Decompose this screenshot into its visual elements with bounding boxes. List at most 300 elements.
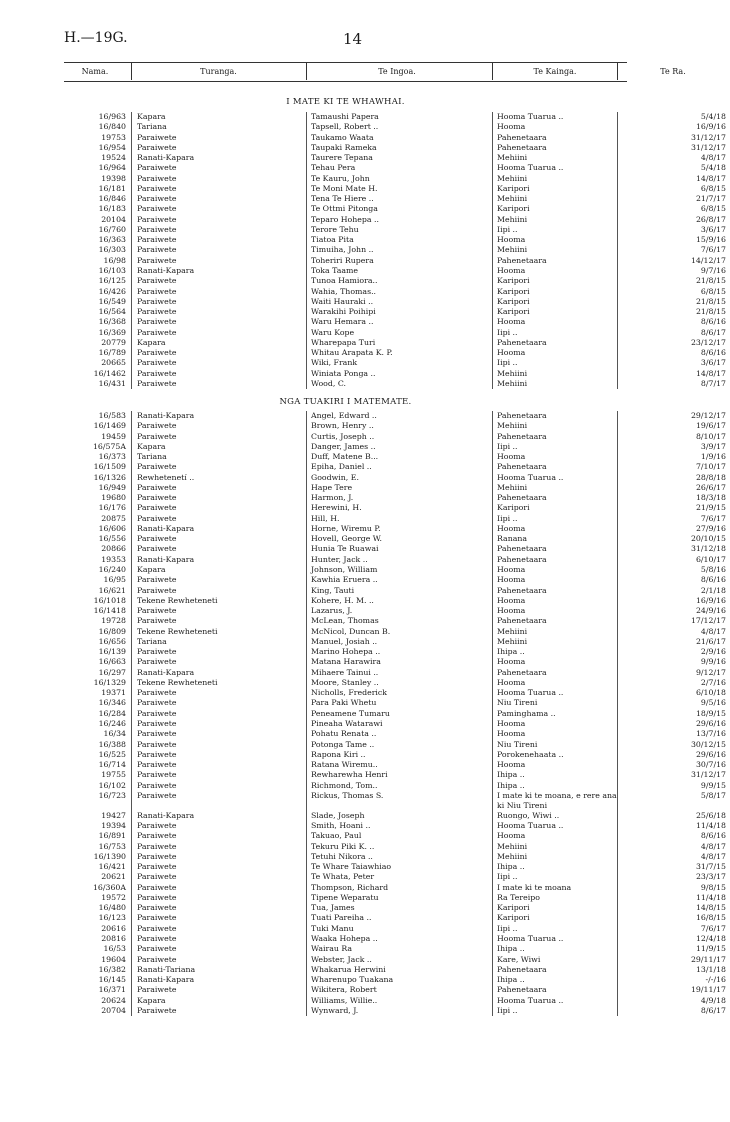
table-row	[64, 882, 726, 893]
table-row	[64, 411, 726, 421]
cell-te-ingoa: Te Whata, Peter	[306, 872, 489, 882]
table-row	[64, 872, 726, 882]
table-row	[64, 585, 726, 596]
cell-turanga: Tariana	[131, 452, 307, 462]
cell-turanga: Tekene Rewheteneti	[131, 627, 307, 637]
cell-turanga: Paraiwete	[131, 348, 307, 358]
cell-nama: 16/963	[98, 112, 126, 121]
table-row	[64, 636, 726, 647]
cell-nama: 16/1418	[93, 606, 126, 616]
table-row	[64, 770, 726, 780]
cell-te-kainga: Ihipa ..	[492, 647, 619, 657]
cell-te-ingoa: Duff, Matene B...	[306, 452, 489, 462]
cell-te-ingoa: King, Tauti	[306, 586, 489, 596]
table-row	[64, 421, 726, 431]
cell-te-ra: 2/7/16	[617, 678, 730, 688]
table-row	[64, 790, 726, 811]
cell-te-ingoa: Rickus, Thomas S.	[306, 791, 489, 811]
cell-te-kainga: Pahenetaara	[492, 133, 619, 143]
cell-nama: 16/575A	[92, 441, 126, 451]
cell-nama: 19353	[101, 554, 126, 564]
cell-te-kainga: Mehiini	[492, 421, 619, 431]
cell-nama: 16/549	[98, 296, 126, 306]
cell-nama: 20704	[101, 1005, 126, 1015]
column-divider	[492, 62, 493, 80]
table-row	[64, 327, 726, 338]
cell-turanga: Paraiwete	[131, 842, 307, 852]
cell-te-ra: 21/9/15	[617, 503, 730, 513]
cell-te-ingoa: Pineaha Watarawi	[306, 719, 489, 729]
cell-te-ra: 16/9/16	[617, 122, 730, 132]
cell-te-ra: 2/9/16	[617, 647, 730, 657]
cell-te-kainga: Kare, Wiwi	[492, 955, 619, 965]
cell-te-ingoa: Hape Tere	[306, 483, 489, 493]
cell-turanga: Ranati-Kapara	[131, 411, 307, 421]
cell-te-ra: 1/9/16	[617, 452, 730, 462]
cell-te-ra: 7/10/17	[617, 462, 730, 472]
cell-nama: 16/123	[98, 913, 126, 923]
cell-te-kainga: Ihipa ..	[492, 975, 619, 985]
cell-te-ingoa: Taukamo Waata	[306, 133, 489, 143]
cell-te-ingoa: Timuiha, John ..	[306, 245, 489, 255]
cell-nama: 16/954	[98, 142, 126, 152]
table-row	[64, 821, 726, 831]
cell-turanga: Paraiwete	[131, 729, 307, 739]
cell-te-ra: 5/4/18	[617, 163, 730, 173]
cell-te-kainga: Hooma	[492, 266, 619, 276]
cell-turanga: Paraiwete	[131, 913, 307, 923]
col-nama: Nama.	[81, 67, 109, 76]
cell-te-ingoa: Angel, Edward ..	[306, 411, 489, 421]
table-row	[64, 276, 726, 286]
cell-te-kainga: Mehiini	[492, 245, 619, 255]
cell-te-ra: 23/3/17	[617, 872, 730, 882]
cell-te-ingoa: Takuao, Paul	[306, 831, 489, 841]
cell-te-ingoa: Taupaki Rameka	[306, 143, 489, 153]
cell-te-kainga: Pahenetaara	[492, 256, 619, 266]
cell-te-kainga: Hooma Tuarua ..	[492, 821, 619, 831]
cell-te-ra: 8/6/16	[617, 317, 730, 327]
table-row	[64, 204, 726, 214]
cell-te-ingoa: Slade, Joseph	[306, 811, 489, 821]
cell-te-ra: 23/12/17	[617, 338, 730, 348]
cell-te-ingoa: Danger, James ..	[306, 442, 489, 452]
cell-te-ra: 7/6/17	[617, 514, 730, 524]
cell-turanga: Ranati-Kapara	[131, 153, 307, 163]
cell-te-kainga: Hooma	[492, 678, 619, 688]
cell-nama: 16/297	[98, 667, 126, 677]
table-row	[64, 698, 726, 708]
cell-te-ra: 30/7/16	[617, 760, 730, 770]
cell-turanga: Paraiwete	[131, 369, 307, 379]
cell-nama: 16/139	[98, 647, 126, 657]
cell-turanga: Paraiwete	[131, 657, 307, 667]
cell-te-ingoa: Waru Kope	[306, 328, 489, 338]
cell-te-kainga: Hooma	[492, 122, 619, 132]
cell-nama: 16/421	[98, 862, 126, 872]
cell-te-kainga: Ruongo, Wiwi ..	[492, 811, 619, 821]
cell-nama: 16/246	[98, 718, 126, 728]
cell-turanga: Paraiwete	[131, 379, 307, 389]
cell-te-kainga: Niu Tireni	[492, 740, 619, 750]
cell-turanga: Kapara	[131, 565, 307, 575]
cell-nama: 16/34	[103, 729, 126, 739]
cell-te-ingoa: Para Paki Whetu	[306, 698, 489, 708]
cell-nama: 16/556	[98, 534, 126, 544]
cell-te-ra: 21/6/17	[617, 637, 730, 647]
cell-turanga: Paraiwete	[131, 287, 307, 297]
table-row	[64, 513, 726, 524]
cell-te-ra: 4/9/18	[617, 996, 730, 1006]
cell-nama: 16/240	[98, 564, 126, 574]
cell-turanga: Paraiwete	[131, 770, 307, 780]
cell-nama: 19680	[101, 493, 126, 503]
table-row	[64, 831, 726, 841]
cell-te-ingoa: Toka Taame	[306, 266, 489, 276]
cell-te-ra: 16/8/15	[617, 913, 730, 923]
cell-te-ingoa: Tuki Manu	[306, 924, 489, 934]
cell-te-kainga: Hooma Tuarua ..	[492, 688, 619, 698]
cell-te-kainga: Hooma	[492, 729, 619, 739]
cell-nama: 19371	[101, 688, 126, 698]
cell-te-ingoa: Te Ottmi Pitonga	[306, 204, 489, 214]
cell-nama: 16/891	[98, 831, 126, 841]
cell-te-ingoa: Pohatu Renata ..	[306, 729, 489, 739]
cell-te-kainga: Karipori	[492, 287, 619, 297]
cell-te-ingoa: Tena Te Hiere ..	[306, 194, 489, 204]
table-row	[64, 964, 726, 975]
cell-te-ingoa: Warakihi Poihipi	[306, 307, 489, 317]
cell-te-ingoa: Kohere, H. M. ..	[306, 596, 489, 606]
table-row	[64, 575, 726, 585]
section-title-died: NGA TUAKIRI I MATEMATE.	[279, 397, 412, 407]
cell-turanga: Tariana	[131, 122, 307, 132]
cell-nama: 16/102	[98, 780, 126, 790]
cell-te-ra: 9/9/16	[617, 657, 730, 667]
cell-te-ingoa: Tekuru Piki K. ..	[306, 842, 489, 852]
table-row	[64, 431, 726, 442]
cell-turanga: Paraiwete	[131, 534, 307, 544]
cell-te-kainga: Hooma	[492, 760, 619, 770]
cell-te-ra: 9/5/16	[617, 698, 730, 708]
cell-te-ingoa: Te Kauru, John	[306, 174, 489, 184]
cell-turanga: Paraiwete	[131, 225, 307, 235]
table-row	[64, 985, 726, 995]
column-divider	[131, 62, 132, 80]
column-header-row	[64, 62, 686, 82]
cell-turanga: Paraiwete	[131, 432, 307, 442]
cell-te-kainga: Hooma	[492, 524, 619, 534]
cell-nama: 16/1018	[93, 595, 126, 605]
cell-nama: 16/382	[98, 964, 126, 974]
cell-te-kainga: Hooma	[492, 657, 619, 667]
cell-te-kainga: Pahenetaara	[492, 985, 619, 995]
cell-nama: 16/1469	[93, 421, 126, 431]
cell-nama: 16/964	[98, 163, 126, 173]
cell-nama: 16/846	[98, 194, 126, 204]
cell-turanga: Ranati-Tariana	[131, 965, 307, 975]
cell-te-ra: 6/8/15	[617, 204, 730, 214]
cell-te-ingoa: Kawhia Eruera ..	[306, 575, 489, 585]
cell-te-ra: 4/8/17	[617, 627, 730, 637]
cell-te-ra: 21/8/15	[617, 276, 730, 286]
section-title-killed: I MATE KI TE WHAWHAI.	[286, 97, 405, 107]
cell-te-ra: 31/12/17	[617, 143, 730, 153]
document-code: H.—19G.	[64, 30, 128, 46]
cell-turanga: Paraiwete	[131, 698, 307, 708]
cell-te-ra: -/-/16	[617, 975, 730, 985]
cell-te-ra: 16/9/16	[617, 596, 730, 606]
cell-turanga: Paraiwete	[131, 493, 307, 503]
table-row	[64, 523, 726, 534]
cell-te-kainga: Mehiini	[492, 627, 619, 637]
table-row	[64, 851, 726, 862]
table-row	[64, 235, 726, 245]
cell-nama: 16/95	[103, 575, 126, 585]
cell-te-ingoa: Tiatoa Pita	[306, 235, 489, 245]
table-row	[64, 934, 726, 944]
table-row	[64, 255, 726, 266]
cell-turanga: Paraiwete	[131, 955, 307, 965]
cell-te-ra: 19/11/17	[617, 985, 730, 995]
cell-turanga: Paraiwete	[131, 204, 307, 214]
table-row	[64, 708, 726, 719]
cell-turanga: Paraiwete	[131, 358, 307, 368]
cell-turanga: Paraiwete	[131, 544, 307, 554]
table-row	[64, 749, 726, 760]
cell-nama: 16/840	[98, 122, 126, 132]
cell-te-kainga: Hooma Tuarua ..	[492, 473, 619, 483]
cell-te-ingoa: Wairau Ra	[306, 944, 489, 954]
cell-nama: 20616	[101, 923, 126, 933]
cell-nama: 16/1326	[93, 472, 126, 482]
cell-te-ra: 9/12/17	[617, 668, 730, 678]
cell-nama: 16/426	[98, 286, 126, 296]
cell-te-kainga: Mehiini	[492, 194, 619, 204]
cell-te-ingoa: Johnson, William	[306, 565, 489, 575]
cell-te-kainga: Hooma	[492, 606, 619, 616]
cell-te-ra: 8/7/17	[617, 379, 730, 389]
table-row	[64, 214, 726, 225]
cell-nama: 16/368	[98, 317, 126, 327]
table-row	[64, 452, 726, 462]
cell-te-ingoa: Nicholls, Frederick	[306, 688, 489, 698]
cell-te-kainga: Mehiini	[492, 483, 619, 493]
cell-te-ingoa: Tunoa Hamiora..	[306, 276, 489, 286]
cell-te-ingoa: Wikitera, Robert	[306, 985, 489, 995]
cell-te-ingoa: Wharenupo Tuakana	[306, 975, 489, 985]
cell-te-ra: 5/4/18	[617, 112, 730, 122]
cell-te-ra: 11/9/15	[617, 944, 730, 954]
table-row	[64, 810, 726, 821]
cell-turanga: Paraiwete	[131, 317, 307, 327]
cell-turanga: Paraiwete	[131, 276, 307, 286]
cell-te-ra: 3/9/17	[617, 442, 730, 452]
cell-turanga: Paraiwete	[131, 235, 307, 245]
cell-te-ingoa: McLean, Thomas	[306, 616, 489, 626]
table-killed-in-action	[64, 112, 726, 389]
table-row	[64, 307, 726, 317]
cell-nama: 20624	[101, 995, 126, 1005]
table-row	[64, 760, 726, 770]
col-te-ra: Te Ra.	[660, 67, 686, 76]
cell-te-kainga: Pahenetaara	[492, 493, 619, 503]
cell-te-ingoa: Manuel, Josiah ..	[306, 637, 489, 647]
cell-te-ingoa: McNicol, Duncan B.	[306, 627, 489, 637]
cell-te-kainga: Mehiini	[492, 153, 619, 163]
cell-turanga: Paraiwete	[131, 934, 307, 944]
cell-te-ra: 29/12/17	[617, 411, 730, 421]
cell-te-kainga: Iipi ..	[492, 358, 619, 368]
cell-te-ingoa: Marino Hohepa ..	[306, 647, 489, 657]
cell-nama: 16/373	[98, 452, 126, 462]
cell-te-kainga: Mehiini	[492, 637, 619, 647]
cell-te-ra: 31/7/15	[617, 862, 730, 872]
cell-turanga: Paraiwete	[131, 606, 307, 616]
cell-turanga: Paraiwete	[131, 133, 307, 143]
cell-te-ra: 11/4/18	[617, 893, 730, 903]
cell-te-kainga: Hooma	[492, 575, 619, 585]
cell-te-ra: 2/1/18	[617, 586, 730, 596]
table-row	[64, 296, 726, 307]
cell-te-ra: 14/8/15	[617, 903, 730, 913]
cell-turanga: Paraiwete	[131, 297, 307, 307]
cell-turanga: Paraiwete	[131, 462, 307, 472]
table-row	[64, 163, 726, 173]
cell-te-ingoa: Rewharewha Henri	[306, 770, 489, 780]
cell-nama: 16/363	[98, 235, 126, 245]
cell-te-ingoa: Toheriri Rupera	[306, 256, 489, 266]
cell-te-ra: 26/8/17	[617, 215, 730, 225]
cell-turanga: Paraiwete	[131, 903, 307, 913]
cell-te-ingoa: Tipene Weparatu	[306, 893, 489, 903]
cell-te-kainga: Ra Tereipo	[492, 893, 619, 903]
table-row	[64, 944, 726, 954]
cell-turanga: Paraiwete	[131, 194, 307, 204]
cell-te-kainga: Hooma Tuarua ..	[492, 112, 619, 122]
table-row	[64, 286, 726, 297]
cell-turanga: Paraiwete	[131, 872, 307, 882]
cell-te-kainga: Ranana	[492, 534, 619, 544]
table-row	[64, 503, 726, 513]
cell-nama: 16/1462	[93, 368, 126, 378]
cell-turanga: Paraiwete	[131, 514, 307, 524]
cell-te-ra: 17/12/17	[617, 616, 730, 626]
cell-te-ra: 8/6/16	[617, 575, 730, 585]
cell-te-ra: 13/7/16	[617, 729, 730, 739]
cell-te-ingoa: Mihaere Tainui ..	[306, 668, 489, 678]
cell-turanga: Paraiwete	[131, 821, 307, 831]
cell-te-ingoa: Rapona Kiri ..	[306, 750, 489, 760]
cell-te-ingoa: Epiha, Daniel ..	[306, 462, 489, 472]
table-row	[64, 462, 726, 472]
cell-te-ra: 7/6/17	[617, 924, 730, 934]
cell-nama: 19459	[101, 431, 126, 441]
cell-te-ingoa: Horne, Wiremu P.	[306, 524, 489, 534]
table-row	[64, 317, 726, 327]
table-row	[64, 616, 726, 626]
cell-turanga: Paraiwete	[131, 831, 307, 841]
cell-turanga: Paraiwete	[131, 688, 307, 698]
table-row	[64, 534, 726, 544]
cell-te-kainga: Pahenetaara	[492, 544, 619, 554]
cell-te-ra: 4/8/17	[617, 852, 730, 862]
cell-nama: 16/656	[98, 636, 126, 646]
cell-nama: 16/809	[98, 626, 126, 636]
cell-turanga: Ranati-Kapara	[131, 266, 307, 276]
cell-te-ra: 9/9/15	[617, 781, 730, 791]
cell-te-ra: 6/10/17	[617, 555, 730, 565]
table-row	[64, 265, 726, 276]
table-row	[64, 358, 726, 368]
table-row	[64, 780, 726, 791]
table-row	[64, 729, 726, 739]
cell-te-ra: 7/6/17	[617, 245, 730, 255]
cell-te-kainga: Pahenetaara	[492, 616, 619, 626]
cell-turanga: Paraiwete	[131, 740, 307, 750]
cell-turanga: Paraiwete	[131, 781, 307, 791]
cell-turanga: Kapara	[131, 442, 307, 452]
cell-turanga: Paraiwete	[131, 483, 307, 493]
cell-te-ra: 3/6/17	[617, 358, 730, 368]
table-row	[64, 862, 726, 872]
cell-te-ra: 8/6/16	[617, 348, 730, 358]
cell-nama: 16/371	[98, 985, 126, 995]
cell-te-ra: 21/8/15	[617, 307, 730, 317]
cell-te-kainga: Hooma	[492, 831, 619, 841]
cell-te-ra: 29/6/16	[617, 719, 730, 729]
cell-te-ingoa: Richmond, Tom..	[306, 781, 489, 791]
cell-nama: 19524	[101, 153, 126, 163]
table-row	[64, 122, 726, 132]
table-row	[64, 112, 726, 122]
cell-te-kainga: Pahenetaara	[492, 338, 619, 348]
cell-te-ingoa: Tuati Pareiha ..	[306, 913, 489, 923]
table-row	[64, 564, 726, 575]
cell-te-ra: 12/4/18	[617, 934, 730, 944]
cell-te-kainga: Porokenehaata ..	[492, 750, 619, 760]
table-row	[64, 995, 726, 1006]
cell-turanga: Paraiwete	[131, 985, 307, 995]
cell-turanga: Paraiwete	[131, 328, 307, 338]
cell-te-kainga: Niu Tireni	[492, 698, 619, 708]
cell-te-ra: 5/8/17	[617, 791, 730, 811]
cell-te-kainga: Iipi ..	[492, 225, 619, 235]
cell-turanga: Paraiwete	[131, 883, 307, 893]
cell-nama: 16/346	[98, 698, 126, 708]
column-divider	[306, 62, 307, 80]
cell-te-ra: 14/12/17	[617, 256, 730, 266]
cell-te-ingoa: Teparo Hohepa ..	[306, 215, 489, 225]
cell-te-kainga: Ihipa ..	[492, 862, 619, 872]
cell-turanga: Paraiwete	[131, 1006, 307, 1016]
cell-turanga: Paraiwete	[131, 163, 307, 173]
cell-nama: 19755	[101, 770, 126, 780]
cell-te-ra: 30/12/15	[617, 740, 730, 750]
cell-te-ra: 8/6/16	[617, 831, 730, 841]
cell-turanga: Paraiwete	[131, 924, 307, 934]
cell-te-ra: 29/11/17	[617, 955, 730, 965]
cell-turanga: Rewhetenetí ..	[131, 473, 307, 483]
cell-turanga: Paraiwete	[131, 174, 307, 184]
cell-te-ingoa: Wood, C.	[306, 379, 489, 389]
cell-te-ingoa: Goodwin, E.	[306, 473, 489, 483]
cell-te-ra: 18/9/15	[617, 709, 730, 719]
cell-nama: 16/1329	[93, 677, 126, 687]
cell-turanga: Paraiwete	[131, 893, 307, 903]
cell-te-ingoa: Peneamene Tumaru	[306, 709, 489, 719]
cell-nama: 16/760	[98, 224, 126, 234]
